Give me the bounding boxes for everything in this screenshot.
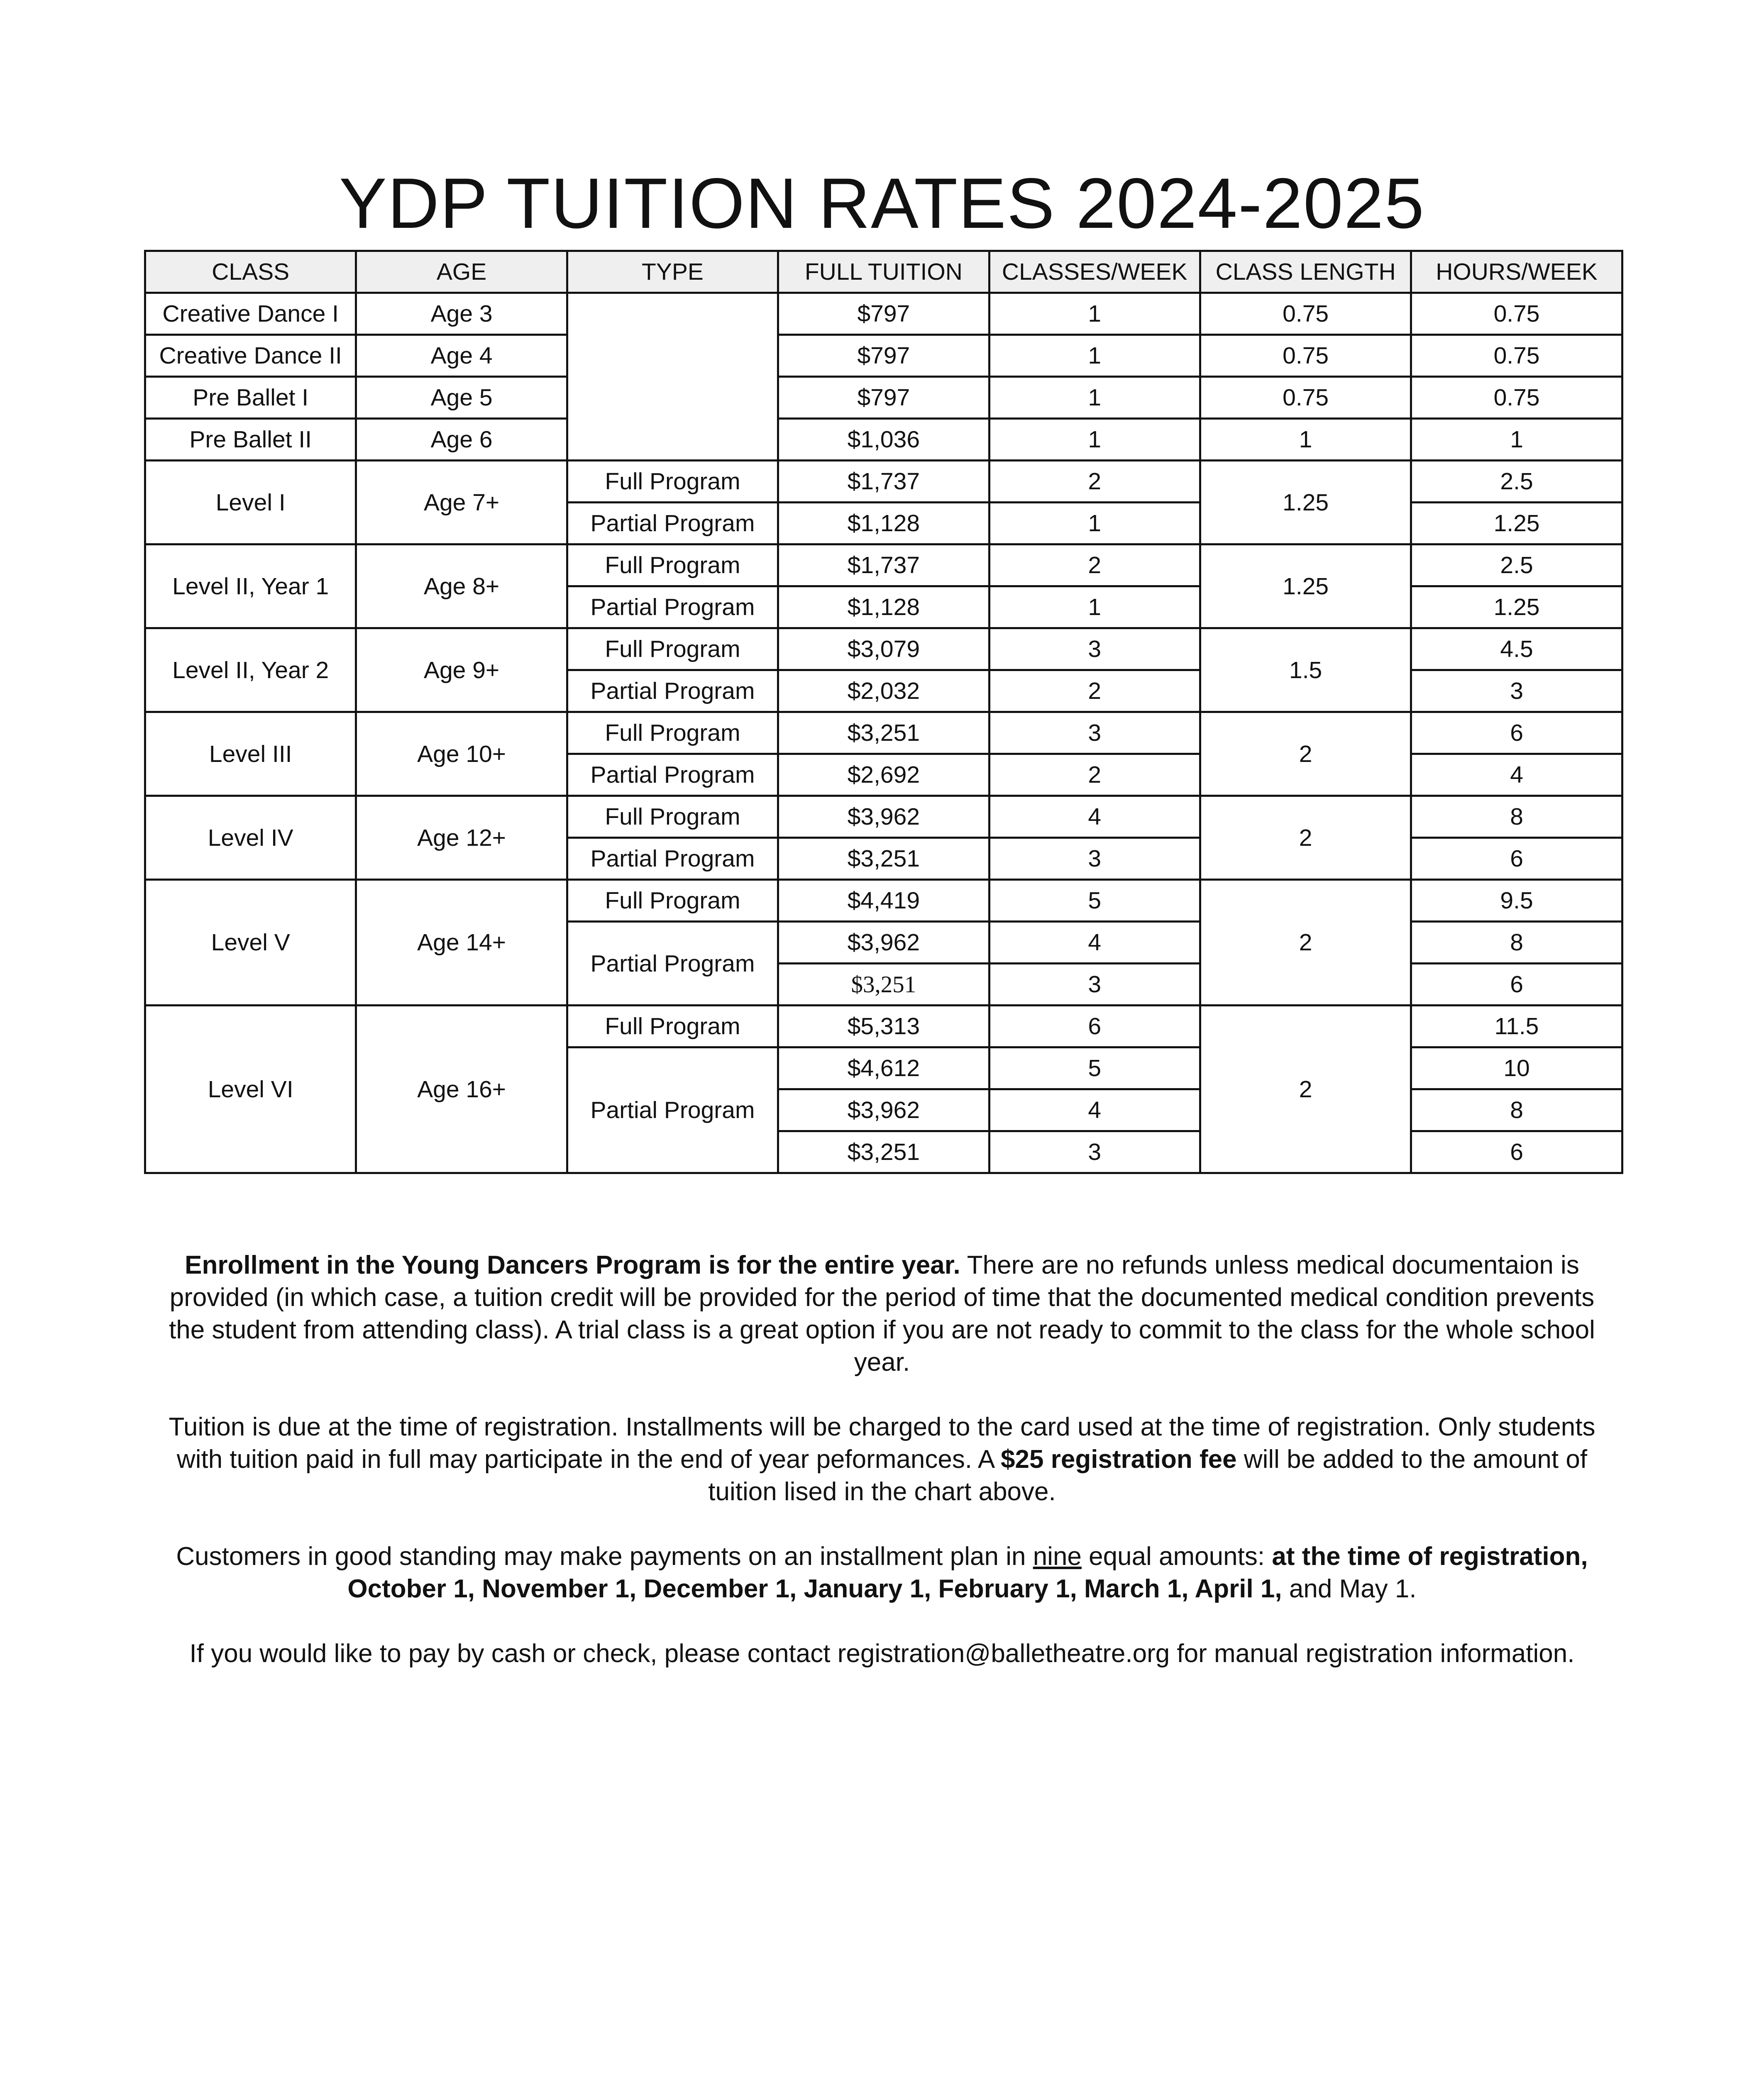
hours-cell: 9.5: [1411, 880, 1622, 922]
classes-cell: 6: [989, 1006, 1200, 1047]
header-classes-per-week: CLASSES/WEEK: [989, 251, 1200, 293]
age-cell: Age 8+: [356, 544, 567, 628]
class-cell: Creative Dance II: [145, 335, 356, 377]
tuition-cell: $3,251: [778, 964, 989, 1006]
hours-cell: 1: [1411, 419, 1622, 461]
length-cell: 2: [1200, 796, 1411, 880]
hours-cell: 3: [1411, 670, 1622, 712]
hours-cell: 8: [1411, 922, 1622, 964]
length-cell: 2: [1200, 712, 1411, 796]
tuition-cell: $1,128: [778, 503, 989, 544]
installment-text: Customers in good standing may make payments on an installment plan in: [176, 1542, 1033, 1571]
classes-cell: 4: [989, 922, 1200, 964]
hours-cell: 6: [1411, 712, 1622, 754]
classes-cell: 2: [989, 670, 1200, 712]
classes-cell: 1: [989, 503, 1200, 544]
age-cell: Age 5: [356, 377, 567, 419]
tuition-cell: $797: [778, 377, 989, 419]
table-row: [145, 293, 1622, 335]
classes-cell: 1: [989, 335, 1200, 377]
table-row: [145, 544, 1622, 586]
class-cell: Level VI: [145, 1006, 356, 1173]
classes-cell: 1: [989, 293, 1200, 335]
age-cell: Age 12+: [356, 796, 567, 880]
hours-cell: 0.75: [1411, 377, 1622, 419]
tuition-table: [144, 250, 1623, 1174]
tuition-cell: $797: [778, 293, 989, 335]
hours-cell: 0.75: [1411, 335, 1622, 377]
class-cell: Level IV: [145, 796, 356, 880]
table-row: [145, 1006, 1622, 1047]
classes-cell: 5: [989, 1047, 1200, 1089]
classes-cell: 4: [989, 1089, 1200, 1131]
installment-dates-bold: at the time of registration, October 1, November 1, December 1, January 1, February 1, March 1, April 1,: [347, 1542, 1588, 1603]
tuition-cell: $1,128: [778, 586, 989, 628]
tuition-cell: $3,962: [778, 922, 989, 964]
type-cell: Partial Program: [567, 838, 778, 880]
classes-cell: 4: [989, 796, 1200, 838]
header-type: TYPE: [567, 251, 778, 293]
type-cell: Partial Program: [567, 503, 778, 544]
type-cell: Full Program: [567, 628, 778, 670]
tuition-cell: $4,612: [778, 1047, 989, 1089]
hours-cell: 1.25: [1411, 503, 1622, 544]
installment-mid: equal amounts:: [1081, 1542, 1272, 1571]
registration-fee-bold: $25 registration fee: [1001, 1445, 1237, 1474]
length-cell: 1: [1200, 419, 1411, 461]
age-cell: Age 14+: [356, 880, 567, 1006]
hours-cell: 8: [1411, 796, 1622, 838]
tuition-cell: $3,251: [778, 838, 989, 880]
table-row: [145, 419, 1622, 461]
table-row: [145, 335, 1622, 377]
classes-cell: 5: [989, 880, 1200, 922]
type-cell: Full Program: [567, 796, 778, 838]
tuition-due-end: will be added to the amount of tuition lised in the chart above.: [708, 1445, 1588, 1506]
policy-notes: [149, 1249, 1615, 1702]
age-cell: Age 6: [356, 419, 567, 461]
tuition-cell: $5,313: [778, 1006, 989, 1047]
tuition-cell: $3,079: [778, 628, 989, 670]
type-cell: Partial Program: [567, 1047, 778, 1173]
type-cell: Full Program: [567, 880, 778, 922]
class-cell: Creative Dance I: [145, 293, 356, 335]
tuition-cell: $1,737: [778, 544, 989, 586]
hours-cell: 6: [1411, 964, 1622, 1006]
enrollment-paragraph: [149, 1249, 1615, 1379]
tuition-cell: $3,251: [778, 1131, 989, 1173]
age-cell: Age 7+: [356, 461, 567, 544]
type-cell: Full Program: [567, 712, 778, 754]
header-full-tuition: FULL TUITION: [778, 251, 989, 293]
length-cell: 0.75: [1200, 377, 1411, 419]
hours-cell: 2.5: [1411, 544, 1622, 586]
header-hours-per-week: HOURS/WEEK: [1411, 251, 1622, 293]
cash-check-paragraph: If you would like to pay by cash or check, please contact registration@balletheatre.org for manual registration information.: [189, 1639, 1575, 1668]
header-class-length: CLASS LENGTH: [1200, 251, 1411, 293]
table-row: [145, 461, 1622, 503]
hours-cell: 1.25: [1411, 586, 1622, 628]
enrollment-text: There are no refunds unless medical documentaion is provided (in which case, a tuition credit will be provided for the period of time that the documented medical condition prevents the student from attending class). A trial class is a great option if you are not ready to commit to the class for the whole school year.: [169, 1251, 1595, 1377]
length-cell: 0.75: [1200, 335, 1411, 377]
age-cell: Age 16+: [356, 1006, 567, 1173]
type-cell-empty: [567, 293, 778, 461]
classes-cell: 3: [989, 1131, 1200, 1173]
classes-cell: 3: [989, 712, 1200, 754]
type-cell: Full Program: [567, 544, 778, 586]
classes-cell: 3: [989, 964, 1200, 1006]
age-cell: Age 3: [356, 293, 567, 335]
type-cell: Partial Program: [567, 670, 778, 712]
hours-cell: 6: [1411, 1131, 1622, 1173]
tuition-cell: $1,737: [778, 461, 989, 503]
tuition-cell: $1,036: [778, 419, 989, 461]
type-cell: Partial Program: [567, 754, 778, 796]
hours-cell: 6: [1411, 838, 1622, 880]
tuition-cell: $3,251: [778, 712, 989, 754]
hours-cell: 11.5: [1411, 1006, 1622, 1047]
hours-cell: 10: [1411, 1047, 1622, 1089]
table-header-row: [145, 251, 1622, 293]
hours-cell: 4.5: [1411, 628, 1622, 670]
installment-count: nine: [1033, 1542, 1082, 1571]
page-title: YDP TUITION RATES 2024-2025: [339, 164, 1425, 243]
classes-cell: 2: [989, 461, 1200, 503]
header-age: AGE: [356, 251, 567, 293]
type-cell: Partial Program: [567, 922, 778, 1006]
tuition-due-paragraph: [149, 1411, 1615, 1508]
hours-cell: 2.5: [1411, 461, 1622, 503]
tuition-cell: $3,962: [778, 1089, 989, 1131]
age-cell: Age 4: [356, 335, 567, 377]
age-cell: Age 9+: [356, 628, 567, 712]
tuition-cell: $2,692: [778, 754, 989, 796]
type-cell: Partial Program: [567, 586, 778, 628]
length-cell: 1.25: [1200, 544, 1411, 628]
length-cell: 1.25: [1200, 461, 1411, 544]
classes-cell: 1: [989, 419, 1200, 461]
class-cell: Pre Ballet II: [145, 419, 356, 461]
tuition-due-text: Tuition is due at the time of registration. Installments will be charged to the card used at the time of registration. Only students with tuition paid in full may participate in the end of year peformances. A: [169, 1413, 1595, 1474]
class-cell: Pre Ballet I: [145, 377, 356, 419]
type-cell: Full Program: [567, 461, 778, 503]
installment-end: and May 1.: [1282, 1575, 1417, 1603]
tuition-cell: $3,962: [778, 796, 989, 838]
tuition-cell: $797: [778, 335, 989, 377]
classes-cell: 3: [989, 838, 1200, 880]
class-cell: Level V: [145, 880, 356, 1006]
header-class: CLASS: [145, 251, 356, 293]
installment-paragraph: [149, 1540, 1615, 1605]
classes-cell: 1: [989, 377, 1200, 419]
classes-cell: 3: [989, 628, 1200, 670]
table-row: [145, 712, 1622, 754]
class-cell: Level II, Year 2: [145, 628, 356, 712]
length-cell: 1.5: [1200, 628, 1411, 712]
classes-cell: 2: [989, 754, 1200, 796]
tuition-cell: $4,419: [778, 880, 989, 922]
class-cell: Level I: [145, 461, 356, 544]
table-row: [145, 880, 1622, 922]
table-row: [145, 796, 1622, 838]
hours-cell: 8: [1411, 1089, 1622, 1131]
length-cell: 0.75: [1200, 293, 1411, 335]
classes-cell: 2: [989, 544, 1200, 586]
classes-cell: 1: [989, 586, 1200, 628]
enrollment-bold: Enrollment in the Young Dancers Program is for the entire year.: [185, 1251, 960, 1279]
age-cell: Age 10+: [356, 712, 567, 796]
class-cell: Level III: [145, 712, 356, 796]
length-cell: 2: [1200, 1006, 1411, 1173]
hours-cell: 0.75: [1411, 293, 1622, 335]
table-row: [145, 628, 1622, 670]
class-cell: Level II, Year 1: [145, 544, 356, 628]
tuition-cell: $2,032: [778, 670, 989, 712]
hours-cell: 4: [1411, 754, 1622, 796]
length-cell: 2: [1200, 880, 1411, 1006]
type-cell: Full Program: [567, 1006, 778, 1047]
table-row: [145, 377, 1622, 419]
